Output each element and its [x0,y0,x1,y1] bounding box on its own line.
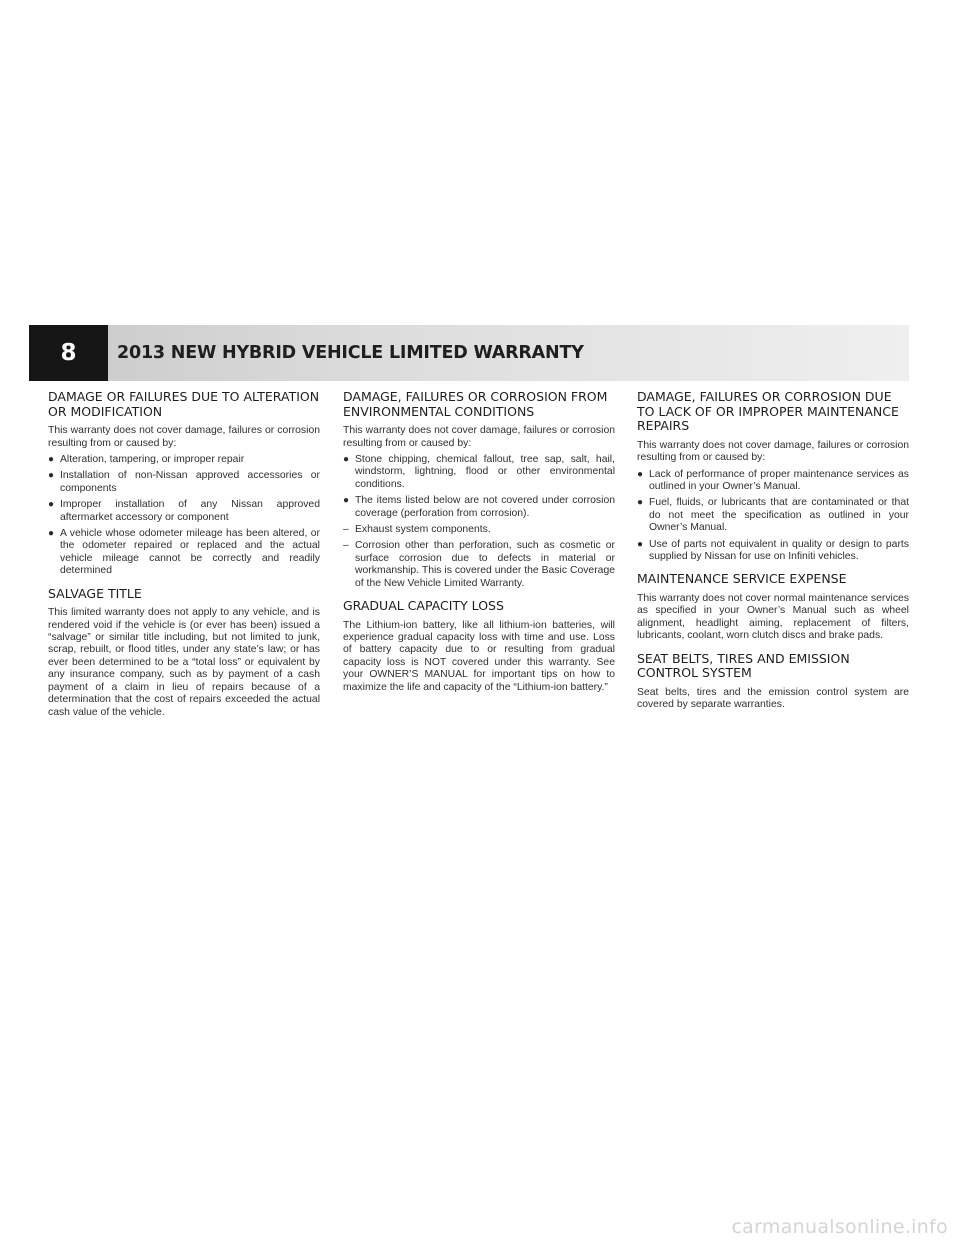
section-heading-gradual-capacity-loss: GRADUAL CAPACITY LOSS [343,598,504,614]
column-1 [48,390,320,723]
bullet-icon: ● [637,538,644,550]
section-heading-maintenance-service-expense: MAINTENANCE SERVICE EXPENSE [637,571,847,587]
column-2 [343,390,615,698]
page-number: 8 [29,325,108,381]
dash-icon: – [343,540,349,552]
bullet-icon: ● [343,454,350,465]
section-body: Seat belts, tires and the emission control system are covered by separate warranties. [637,686,909,711]
bullet-icon: ● [343,495,350,507]
page-title: 2013 NEW HYBRID VEHICLE LIMITED WARRANTY [117,343,584,363]
bullet-list [637,469,909,564]
dash-icon: – [343,524,349,536]
section-body: This limited warranty does not apply to any vehicle, and is rendered void if the vehicle is (or ever has been) issued a “salvage” or similar title including, but not limited to junk, scrap, rebuilt, or flood titles, under any state’s law; or has ever been determined to be a “total loss” or equivalent by any insurance company, such as by payment of a cash payment of a claim in lieu of repairs because of a determination that the cost of repairs exceeded the actual cash value of the vehicle. [48,607,320,718]
list-item: ● Fuel, fluids, or lubricants that are contaminated or that do not meet the specification as outlined in your Owner’s Manual. [637,497,909,534]
list-item: ● Lack of performance of proper maintenance services as outlined in your Owner’s Manual. [637,468,909,492]
bullet-icon: ● [48,470,55,482]
list-item: ● Stone chipping, chemical fallout, tree sap, salt, hail, windstorm, lightning, flood or other environmental conditions. [343,454,615,490]
section-intro: This warranty does not cover damage, failures or corrosion resulting from or caused by: [343,425,615,449]
section-heading-alteration: DAMAGE OR FAILURES DUE TO ALTERATION OR MODIFICATION [48,389,320,419]
bullet-icon: ● [48,499,55,511]
bullet-icon: ● [637,468,644,480]
watermark-text: carmanualsonline.info [731,1216,948,1238]
bullet-icon: ● [637,497,644,509]
bullet-icon: ● [48,454,55,465]
section-heading-maintenance-repairs: DAMAGE, FAILURES OR CORROSION DUE TO LACK OF OR IMPROPER MAINTENANCE REPAIRS [637,389,899,434]
list-item: ● Installation of non-Nissan approved accessories or components [48,470,320,494]
list-item: ● Improper installation of any Nissan approved aftermarket accessory or component [48,499,320,523]
section-intro: This warranty does not cover damage, failures or corrosion resulting from or caused by: [637,439,909,464]
list-item: ● Alteration, tampering, or improper repair [48,454,245,465]
list-item: ● The items listed below are not covered under corrosion coverage (perforation from corrosion). [343,495,615,519]
section-body: The Lithium-ion battery, like all lithium-ion batteries, will experience gradual capacity loss with time and use. Loss of battery capacity due to or resulting from gradual capacity loss is NOT covered under this warranty. See your OWNER’S MANUAL for important tips on how to maximize the life and capacity of the “Lithium-ion battery.” [343,619,615,693]
section-heading-seat-belts-tires: SEAT BELTS, TIRES AND EMISSION CONTROL SYSTEM [637,650,850,681]
list-item: ● Use of parts not equivalent in quality or design to parts supplied by Nissan for use on Infiniti vehicles. [637,538,909,563]
section-intro: This warranty does not cover damage, failures or corrosion resulting from or caused by: [48,425,320,449]
bullet-icon: ● [48,528,55,540]
bullet-list [48,454,320,578]
list-item: ● A vehicle whose odometer mileage has been altered, or the odometer repaired or replaced and the actual vehicle mileage cannot be correctly and readily determined [48,528,320,577]
column-3 [637,390,909,716]
list-item: – Exhaust system components. [343,524,491,536]
section-body: This warranty does not cover normal maintenance services as specified in your Owner’s Manual such as wheel alignment, headlight aiming, replacement of filters, lubricants, coolant, worn clutch discs and brake pads. [637,593,909,642]
section-heading-environmental: DAMAGE, FAILURES OR CORROSION FROM ENVIRONMENTAL CONDITIONS [343,389,608,419]
section-heading-salvage-title: SALVAGE TITLE [48,585,142,601]
list-item: – Corrosion other than perforation, such as cosmetic or surface corrosion due to defects in material or workmanship. This is covered under the Basic Coverage of the New Vehicle Limited Warranty. [343,540,615,589]
bullet-list [343,454,615,590]
